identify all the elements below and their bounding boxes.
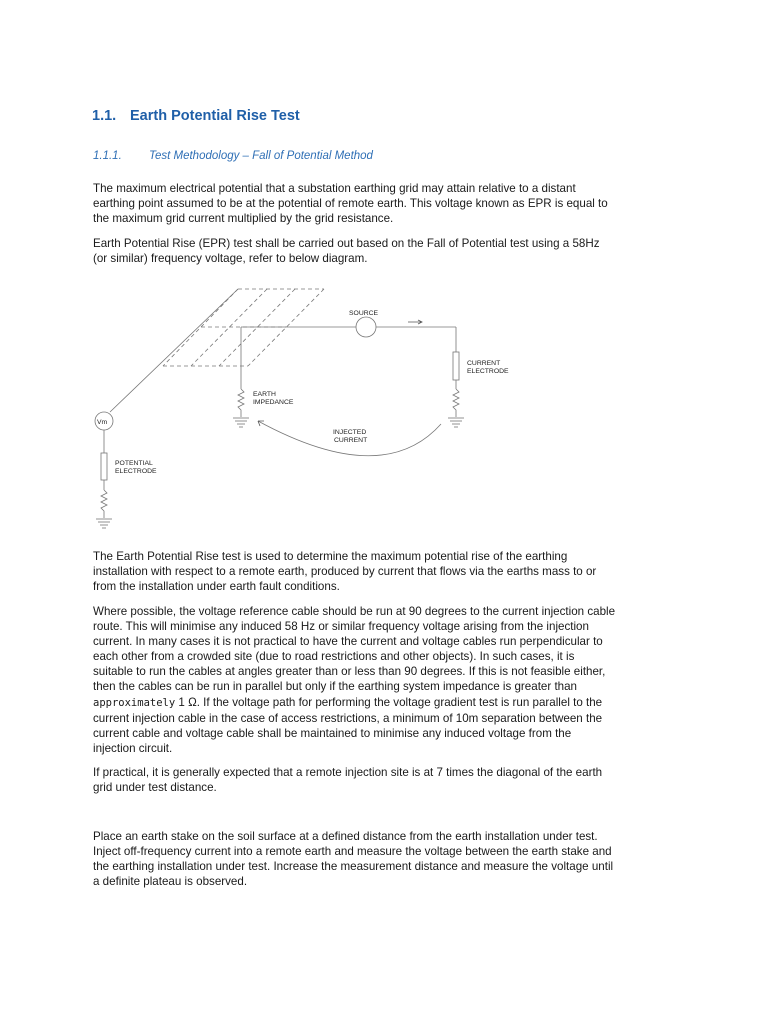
section-title: Earth Potential Rise Test xyxy=(130,108,300,124)
earth-grid xyxy=(163,289,324,366)
section-heading xyxy=(92,108,300,124)
section-number: 1.1. xyxy=(92,108,117,124)
subsection-title: Test Methodology – Fall of Potential Method xyxy=(149,150,373,162)
potential-electrode-label-1: POTENTIAL xyxy=(115,460,153,467)
injected-current-label-1: INJECTED xyxy=(333,429,367,436)
paragraph-epr-definition: The maximum electrical potential that a substation earthing grid may attain relative to a distant earthing point assumed to be at the potential of remote earth. This voltage known as EPR is equal to the maximum grid current multiplied by the grid resistance. xyxy=(93,182,608,226)
current-electrode-resistor-icon xyxy=(453,389,459,417)
current-electrode-ground-icon xyxy=(448,418,464,427)
paragraph-epr-purpose: The Earth Potential Rise test is used to determine the maximum potential rise of the earthing installation with respect to a remote earth, produced by current that flows via the earths mass to or from the installation under earth fault conditions. xyxy=(93,550,597,594)
voltmeter-label: Vm xyxy=(97,419,108,426)
subsection-heading xyxy=(93,150,373,162)
fall-of-potential-diagram xyxy=(88,284,528,534)
earth-impedance-label-2: IMPEDANCE xyxy=(253,399,294,406)
earth-impedance-ground-icon xyxy=(233,418,249,427)
earth-impedance-label-1: EARTH xyxy=(253,391,276,398)
current-electrode-icon xyxy=(453,352,459,380)
current-electrode-label-2: ELECTRODE xyxy=(467,368,509,375)
current-electrode-label-1: CURRENT xyxy=(467,360,501,367)
injected-current-label-2: CURRENT xyxy=(334,437,368,444)
paragraph-remote-injection: If practical, it is generally expected that a remote injection site is at 7 times the diagonal of the earth grid under test distance. xyxy=(93,766,603,795)
source-label: SOURCE xyxy=(349,310,379,317)
paragraph-cable-routing: Where possible, the voltage reference cable should be run at 90 degrees to the current injection cable route. This will minimise any induced 58 Hz or similar frequency voltage arising from the injection current. In many cases it is not practical to have the current and voltage cables run perpendicular to each other from a crowded site (due to road restrictions and other objects). In such cases, it is suitable to run the cables at angles greater than or less than 90 degrees. If this is not feasible either, then the cables can be run in parallel but only if the earthing system impedance is greater than approximately 1 Ω. If the voltage path for performing the voltage gradient test is run parallel to the current injection cable in the case of access restrictions, a minimum of 10m separation between the current cable and voltage cable shall be maintained to minimise any induced voltage from the injection circuit. xyxy=(93,605,616,755)
subsection-number: 1.1.1. xyxy=(93,150,122,162)
potential-electrode-icon xyxy=(101,453,107,480)
paragraph-procedure: Place an earth stake on the soil surface at a defined distance from the earth installation under test. Inject off-frequency current into a remote earth and measure the voltage between the earth stake and the earthing installation under test. Increase the measurement distance and measure the voltage until a definite plateau is observed. xyxy=(93,830,614,889)
potential-electrode-label-2: ELECTRODE xyxy=(115,468,157,475)
wiring xyxy=(104,289,456,490)
earth-impedance-resistor-icon xyxy=(238,389,244,417)
potential-electrode-ground-icon xyxy=(96,519,112,528)
potential-electrode-resistor-icon xyxy=(101,490,107,518)
source-icon xyxy=(356,317,376,337)
paragraph-epr-test: Earth Potential Rise (EPR) test shall be carried out based on the Fall of Potential test using a 58Hz (or similar) frequency voltage, refer to below diagram. xyxy=(93,237,600,266)
